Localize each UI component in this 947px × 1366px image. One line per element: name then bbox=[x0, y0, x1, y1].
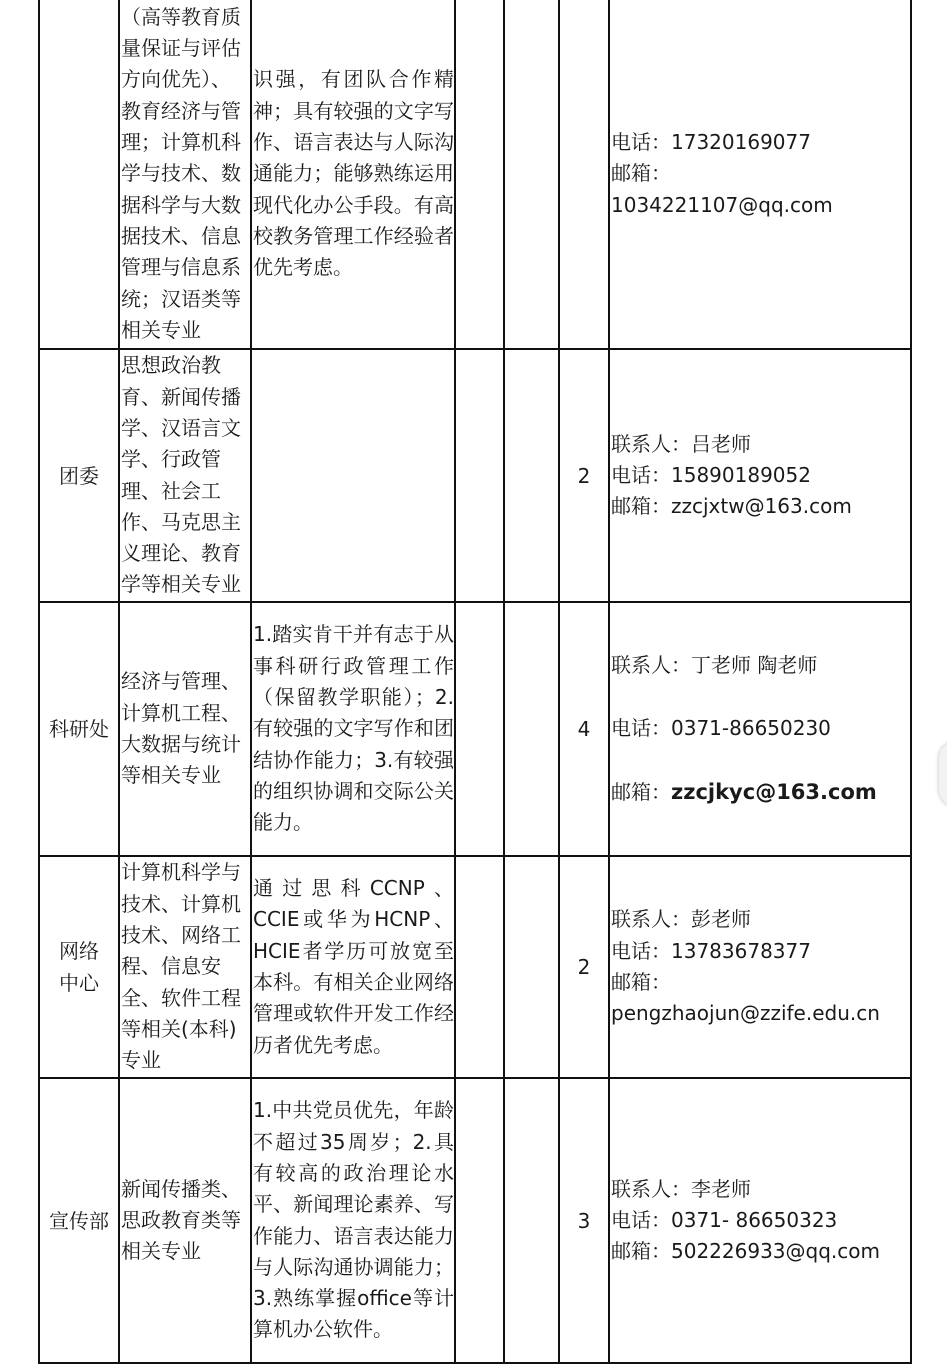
requirement-cell: 通过思科CCNP、CCIE或华为HCNP、HCIE者学历可放宽至本科。有相关企业网络管理或软件开发工作经历者优先考虑。 bbox=[251, 856, 455, 1078]
major-cell: 思想政治教育、新闻传播学、汉语言文学、行政管理、社会工作、马克思主义理论、教育学等相关专业 bbox=[119, 349, 251, 602]
requirement-cell bbox=[251, 349, 455, 602]
contact-person: 联系人：李老师 bbox=[611, 1176, 751, 1201]
contact-cell bbox=[609, 349, 911, 602]
requirement-cell: 识强，有团队合作精神；具有较强的文字写作、语言表达与人际沟通能力；能够熟练运用现代化办公手段。有高校教务管理工作经验者优先考虑。 bbox=[251, 0, 455, 349]
contact-cell bbox=[609, 602, 911, 856]
empty-cell bbox=[504, 1078, 559, 1363]
dept-cell: 团委 bbox=[39, 349, 119, 602]
contact-email-label: 邮箱： bbox=[611, 161, 671, 186]
empty-cell bbox=[455, 602, 504, 856]
count-cell: 2 bbox=[559, 349, 609, 602]
table-row bbox=[39, 1078, 911, 1363]
contact-phone: 电话：13783678377 bbox=[611, 938, 811, 963]
major-cell: 计算机科学与技术、计算机技术、网络工程、信息安全、软件工程等相关(本科)专业 bbox=[119, 856, 251, 1078]
dept-cell: 科研处 bbox=[39, 602, 119, 856]
empty-cell bbox=[455, 349, 504, 602]
contact-person: 联系人：彭老师 bbox=[611, 907, 751, 932]
major-cell: （高等教育质量保证与评估方向优先）、教育经济与管理；计算机科学与技术、数据科学与大数据技术、信息管理与信息系统；汉语类等相关专业 bbox=[119, 0, 251, 349]
table-row bbox=[39, 0, 911, 349]
requirement-cell: 1.中共党员优先，年龄不超过35周岁；2.具有较高的政治理论水平、新闻理论素养、写作能力、语言表达能力与人际沟通协调能力；3.熟练掌握office等计算机办公软件。 bbox=[251, 1078, 455, 1363]
count-cell: 3 bbox=[559, 1078, 609, 1363]
contact-person: 联系人：丁老师 陶老师 bbox=[611, 653, 818, 678]
spacer bbox=[611, 681, 910, 713]
empty-cell bbox=[455, 1078, 504, 1363]
contact-phone: 电话：17320169077 bbox=[611, 130, 811, 155]
contact-phone: 电话：15890189052 bbox=[611, 462, 811, 487]
contact-email: pengzhaojun@zzife.edu.cn bbox=[611, 1001, 880, 1026]
major-cell: 经济与管理、计算机工程、大数据与统计等相关专业 bbox=[119, 602, 251, 856]
table-row bbox=[39, 602, 911, 856]
empty-cell bbox=[504, 349, 559, 602]
count-cell bbox=[559, 0, 609, 349]
floating-side-tab[interactable] bbox=[939, 742, 947, 806]
contact-email: zzcjkyc@163.com bbox=[671, 779, 877, 804]
contact-email: 邮箱：zzcjxtw@163.com bbox=[611, 494, 852, 519]
recruitment-table bbox=[38, 0, 912, 1364]
dept-cell bbox=[39, 0, 119, 349]
table-row bbox=[39, 349, 911, 602]
contact-cell bbox=[609, 1078, 911, 1363]
contact-email-label: 邮箱： bbox=[611, 970, 671, 994]
contact-phone: 电话：0371- 86650323 bbox=[611, 1207, 838, 1232]
table-row bbox=[39, 856, 911, 1078]
empty-cell bbox=[504, 602, 559, 856]
contact-email-row bbox=[611, 777, 910, 808]
contact-phone: 电话：0371-86650230 bbox=[611, 716, 831, 741]
requirement-cell: 1.踏实肯干并有志于从事科研行政管理工作（保留教学职能）；2.有较强的文字写作和团结协作能力；3.有较强的组织协调和交际公关能力。 bbox=[251, 602, 455, 856]
contact-email: 1034221107@qq.com bbox=[611, 192, 833, 217]
major-cell: 新闻传播类、思政教育类等相关专业 bbox=[119, 1078, 251, 1363]
contact-email: 邮箱：502226933@qq.com bbox=[611, 1239, 880, 1264]
contact-cell bbox=[609, 0, 911, 349]
empty-cell bbox=[455, 0, 504, 349]
spacer bbox=[611, 745, 910, 777]
contact-person: 联系人：吕老师 bbox=[611, 431, 751, 456]
dept-cell: 网络中心 bbox=[39, 856, 119, 1078]
contact-cell bbox=[609, 856, 911, 1078]
empty-cell bbox=[504, 0, 559, 349]
empty-cell bbox=[455, 856, 504, 1078]
count-cell: 4 bbox=[559, 602, 609, 856]
count-cell: 2 bbox=[559, 856, 609, 1078]
contact-email-label: 邮箱： bbox=[611, 779, 671, 804]
empty-cell bbox=[504, 856, 559, 1078]
dept-cell: 宣传部 bbox=[39, 1078, 119, 1363]
